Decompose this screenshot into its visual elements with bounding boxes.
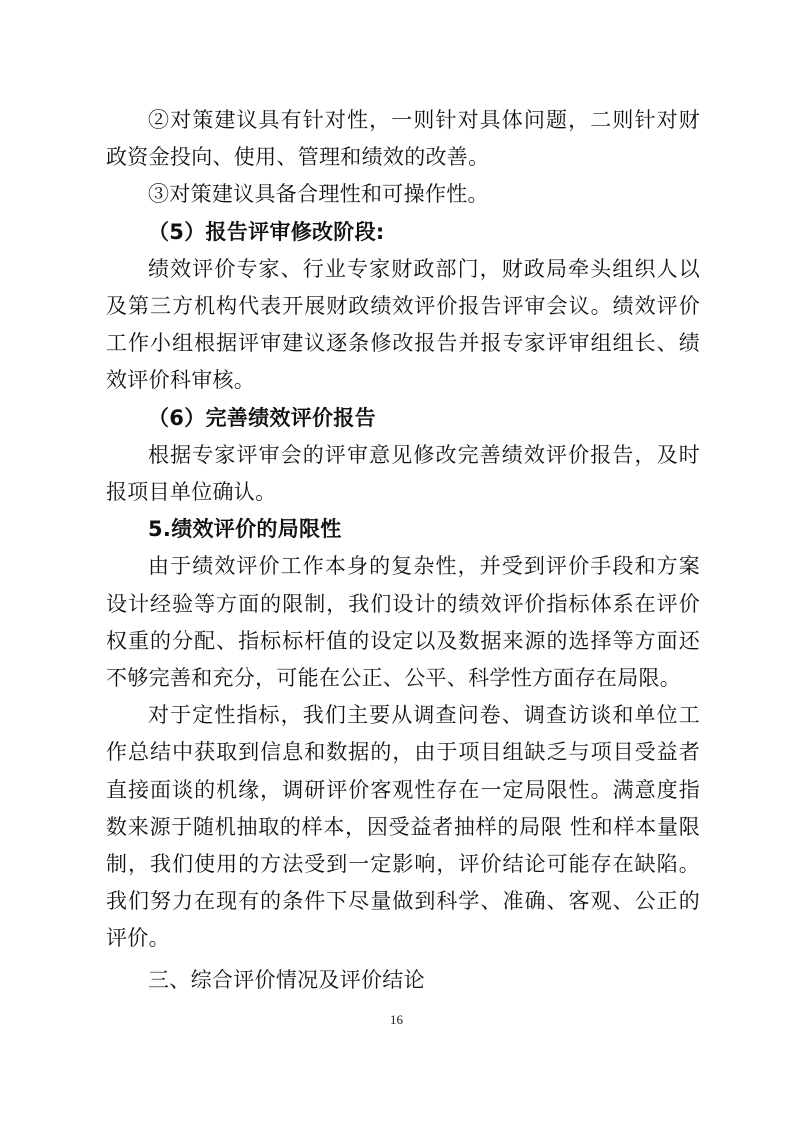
paragraph-report-review: 绩效评价专家、行业专家财政部门，财政局牵头组织人以及第三方机构代表开展财政绩效评价报告评审会议。绩效评价工作小组根据评审建议逐条修改报告并报专家评审组组长、绩效评价科审核。 xyxy=(106,256,700,393)
heading-improve-report: （6）完善绩效评价报告 xyxy=(148,405,376,430)
paragraph-improve-report: 根据专家评审会的评审意见修改完善绩效评价报告，及时报项目单位确认。 xyxy=(106,442,700,505)
section-title-comprehensive-evaluation: 三、综合评价情况及评价结论 xyxy=(148,967,425,992)
heading-report-review-stage: （5）报告评审修改阶段: xyxy=(148,219,385,244)
paragraph-limitations-design: 由于绩效评价工作本身的复杂性，并受到评价手段和方案设计经验等方面的限制，我们设计的绩效评价指标体系在评价权重的分配、指标标杆值的设定以及数据来源的选择等方面还不够完善和充分，可能在公正、公平、科学性方面存在局限。 xyxy=(106,554,700,691)
heading-limitations: 5.绩效评价的局限性 xyxy=(148,517,342,542)
paragraph-countermeasure-feasible: ③对策建议具备合理性和可操作性。 xyxy=(148,182,489,207)
document-body xyxy=(106,102,700,999)
paragraph-limitations-qualitative: 对于定性指标，我们主要从调查问卷、调查访谈和单位工作总结中获取到信息和数据的，由于项目组缺乏与项目受益者直接面谈的机缘，调研评价客观性存在一定局限性。满意度指数来源于随机抽取的样本，因受益者抽样的局限 性和样本量限制，我们使用的方法受到一定影响，评价结论可能存在缺陷。我们努力在现有的条件下尽量做到科学、准确、客观、公正的评价。 xyxy=(106,703,700,951)
page-number: 16 xyxy=(390,1012,403,1027)
paragraph-countermeasure-targeted: ②对策建议具有针对性，一则针对具体问题，二则针对财政资金投向、使用、管理和绩效的改善。 xyxy=(106,108,700,170)
